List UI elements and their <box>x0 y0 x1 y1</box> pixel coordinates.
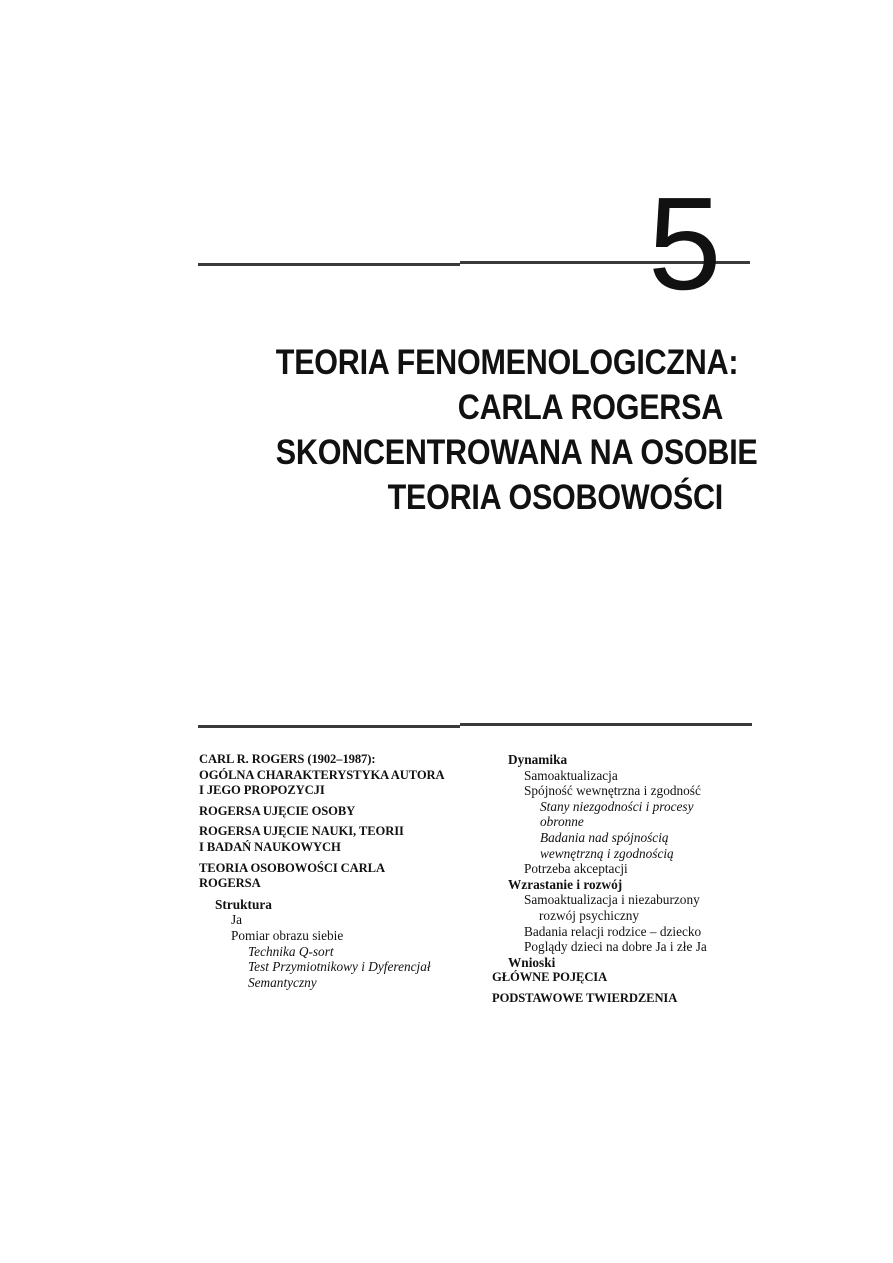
chapter-rule-top-left <box>198 263 460 266</box>
toc-rule-left <box>198 725 460 728</box>
toc-entry: Poglądy dzieci na dobre Ja i złe Ja <box>524 939 707 955</box>
toc-entry: Potrzeba akceptacji <box>524 861 628 877</box>
toc-subentry: Stany niezgodności i procesy <box>540 798 694 814</box>
toc-subsection: Wzrastanie i rozwój <box>508 876 623 892</box>
toc-subsection: Dynamika <box>508 752 568 767</box>
toc-section <box>199 752 474 799</box>
toc-section <box>199 804 474 820</box>
toc-rule-right <box>460 723 752 726</box>
toc-entry: Pomiar obrazu siebie <box>231 927 344 943</box>
chapter-number: 5 <box>648 170 720 317</box>
table-of-contents-right <box>492 752 762 1012</box>
toc-entry: Spójność wewnętrzna i zgodność <box>524 783 701 799</box>
toc-line: OGÓLNA CHARAKTERYSTYKA AUTORA <box>199 767 445 782</box>
chapter-title <box>275 340 758 520</box>
toc-subentry: Badania nad spójnością <box>540 829 669 845</box>
toc-line: CARL R. ROGERS (1902–1987): <box>199 752 376 766</box>
toc-line: ROGERSA <box>199 876 261 891</box>
toc-entry: Samoaktualizacja <box>524 767 618 783</box>
toc-line: TEORIA OSOBOWOŚCI CARLA <box>199 860 385 875</box>
toc-subentry: wewnętrzną i zgodnością <box>540 845 674 861</box>
toc-subentry: Test Przymiotnikowy i Dyferencjał <box>248 959 431 975</box>
toc-section <box>199 824 474 855</box>
chapter-title-line: CARLA ROGERSA <box>457 387 723 427</box>
toc-line: I BADAŃ NAUKOWYCH <box>199 839 341 854</box>
toc-subsection: Struktura <box>215 896 272 912</box>
toc-section: GŁÓWNE POJĘCIA <box>492 970 608 985</box>
toc-entry: Badania relacji rodzice – dziecko <box>524 923 702 939</box>
chapter-title-line: SKONCENTROWANA NA OSOBIE <box>275 432 758 472</box>
chapter-title-line: TEORIA FENOMENOLOGICZNA: <box>275 342 739 382</box>
toc-entry: Samoaktualizacja i niezaburzony <box>524 892 700 908</box>
table-of-contents-left <box>199 752 474 990</box>
toc-line: ROGERSA UJĘCIE OSOBY <box>199 803 356 818</box>
chapter-title-line: TEORIA OSOBOWOŚCI <box>387 477 723 517</box>
toc-line: I JEGO PROPOZYCJI <box>199 783 325 798</box>
toc-section: PODSTAWOWE TWIERDZENIA <box>492 990 678 1005</box>
toc-subentry: Semantyczny <box>248 974 317 990</box>
toc-subentry: Technika Q-sort <box>248 943 334 959</box>
toc-subentry: obronne <box>540 814 584 830</box>
toc-entry: rozwój psychiczny <box>539 907 640 923</box>
toc-section <box>199 861 474 892</box>
toc-line: ROGERSA UJĘCIE NAUKI, TEORII <box>199 824 404 839</box>
toc-subsection: Wnioski <box>508 954 556 970</box>
toc-entry: Ja <box>231 912 243 928</box>
